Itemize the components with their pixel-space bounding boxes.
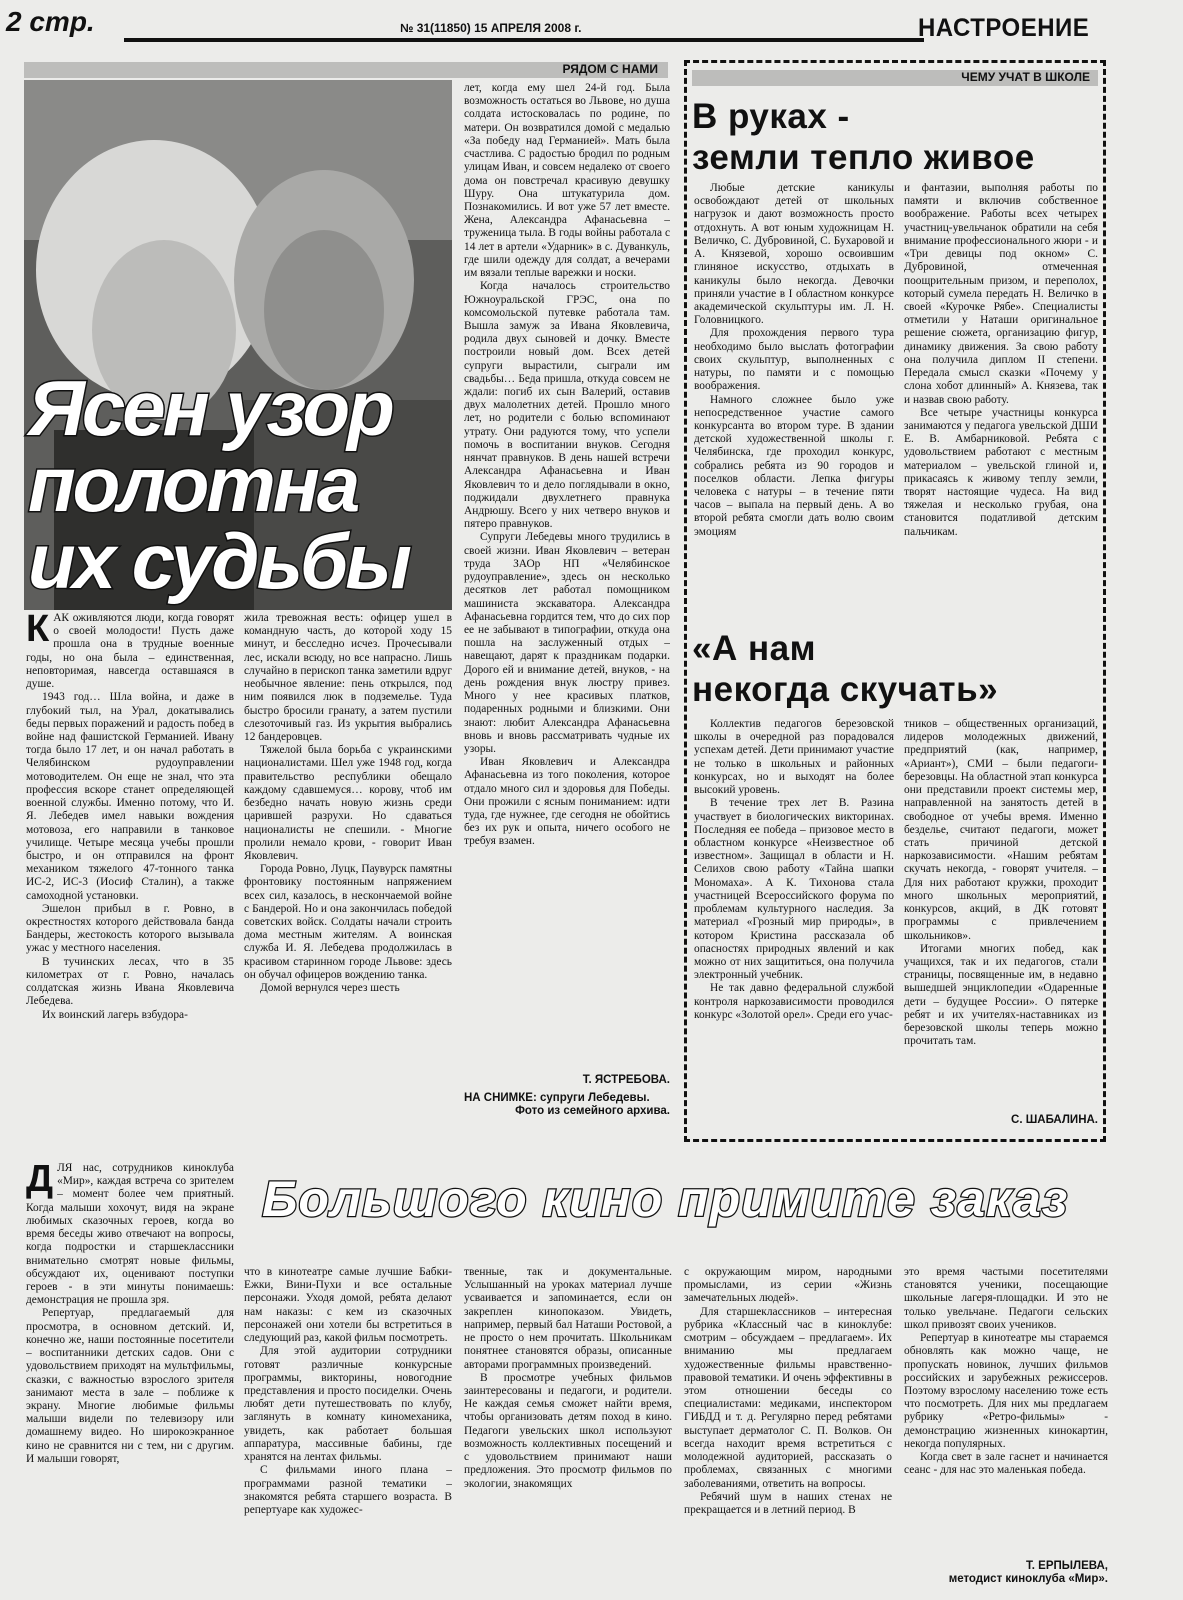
paragraph: Итогами многих побед, как учащихся, так и их педагогов, стали страницы, посвященные им, в недавно вышедшей энциклопедии «Одаренные дети – будущее России». О пятерке ребят и их учителях-наставниках из березовской школы теперь можно прочитать там.	[904, 942, 1098, 1048]
paragraph: и фантазии, выполняя работы по памяти и включив собственное воображение. Работы всех четырех участниц-увельчанок обратили на себя внимание профессионального жюри - и «Три девицы под окном» С. Дубровиной, отмеченная поощрительным призом, и переполох, который сумела передать Н. Величко в своей «Курочке Рябе». Специалисты отметили у Наташи оригинальное решение сюжета, организацию фигур, динамику движения. За свою работу она получила диплом II степени. Передала смысл сказки «Почему у слона хобот длинный» А. Князева, так и назвав свою работу.	[904, 182, 1098, 406]
paragraph: жила тревожная весть: офицер ушел в командную часть, до которой ходу 15 минут, и бесследно исчез. Прочесывали лес, искали всюду, но все напрасно. Лишь случайно в перископ танка заметили вдруг необычное явление: пень открылся, под ним появился люк в подземелье. Туда быстро бросили гранату, а затем пустили слезоточивый газ. Из укрытия выбрались 12 бандеровцев.	[244, 612, 452, 743]
rubric-label: ЧЕМУ УЧАТ В ШКОЛЕ	[961, 70, 1090, 84]
rubric-bar	[692, 70, 1098, 86]
article4-column-4	[684, 1266, 892, 1596]
article3-column-1	[694, 718, 894, 1132]
article2-column-2	[904, 182, 1098, 618]
paragraph: Репертуар, предлагаемый для просмотра, в основном детский. И, конечно же, наши постоянные посетители – воспитанники детских садов. Они с удовольствием приходят на мультфильмы, сказки, с важностью взрослого зрителя занимают места в зале – поближе к экрану. Многие любимые фильмы малыши видели по телевизору или домашнему видео. Но широкоэкранное кино не сравнится ни с тем, ни с другим. И малыши говорят,	[26, 1307, 234, 1465]
paragraph: В течение трех лет В. Разина участвует в биологических викторинах. Последняя ее победа – призовое место в областном конкурсе «Неизвестное об известном». Защищал в области и Н. Селихов свою работу «Тайна шапки Мономаха». А К. Тихонова стала участницей Всероссийского форума по проблемам культурного наследия. За материал «Грозный мир природы», в котором Кристина рассказала об опасностях природных явлений и как можно от них защититься, она получила электронный учебник.	[694, 797, 894, 982]
paragraph: ЛЯ нас, сотрудников киноклуба «Мир», каждая встреча со зрителем – момент более чем приятный. Когда малыши хохочут, видя на экране любимых сказочных героев, когда во время беседы живо отвечают на вопросы, когда подростки и старшеклассники внимательно смотрят новые фильмы, обсуждают их, оценивают поступки героев - в эти минуты понимаешь: демонстрация не прошла зря.	[26, 1162, 234, 1307]
paragraph: Города Ровно, Луцк, Паувурск памятны фронтовику постоянным напряжением всех сил, казалось, в нескончаемой войне с Бандерой. Но и она закончилась победой советских войск. Солдаты начали строить дома местным жителям. А воинская служба И. Я. Лебедева продолжилась в красивом старинном городе Львове: здесь он обучал офицеров вождению танка.	[244, 863, 452, 981]
paragraph: С фильмами иного плана – программами разной тематики – знакомятся ребята старшего возраста. В репертуаре как художес-	[244, 1464, 452, 1516]
title-line: некогда скучать»	[692, 670, 999, 710]
paragraph: Для прохождения первого тура необходимо было выслать фотографии своих скульптур, выполненных с натуры, по памяти и с помощью воображения.	[694, 327, 894, 393]
signature-name: Т. ЕРПЫЛЕВА,	[1026, 1560, 1108, 1572]
paragraph: Тяжелой была борьба с украинскими националистами. Шел уже 1948 год, когда правительство республики обещало каждому сдавшемуся… корову, чтоб им безбедно начать новую жизнь среди царившей разрухи. Но сдаваться националисты не спешили. - Многие пролили немало крови, - говорит Иван Яковлевич.	[244, 744, 452, 862]
paragraph: Коллектив педагогов березовской школы в очередной раз порадовался успехам детей. Дети принимают участие не только в школьных и районных конкурсах, но и выходят на более высокий уровень.	[694, 718, 894, 797]
paragraph: В просмотре учебных фильмов заинтересованы и педагоги, и родители. Не каждая семья сможет найти время, чтобы организовать детям поход в кино. Педагоги увельских школ используют возможность коллективных посещений и с удовольствием принимают наши предложения. Это просмотр фильмов по экологии, знакомящих	[464, 1371, 672, 1490]
paragraph: Репертуар в кинотеатре мы стараемся обновлять как можно чаще, не пропускать новинок, лучших фильмов российских и зарубежных режиссеров. Поэтому взрослому населению тоже есть что посмотреть. Для них мы предлагаем рубрику «Ретро-фильмы» - демонстрацию жизненных кинокартин, некогда популярных.	[904, 1332, 1108, 1450]
article3-title	[692, 628, 998, 711]
paragraph: твенные, так и документальные. Услышанный на уроках материал лучше усваивается и запоминается, если он закреплен кинопоказом. Увидеть, например, первый бал Наташи Ростовой, а не просто о нем прочитать. Школьникам понятнее становятся образы, описанные авторами программных произведений.	[464, 1266, 672, 1371]
paragraph: с окружающим миром, народными промыслами, из серии «Жизнь замечательных людей».	[684, 1266, 892, 1305]
photo-credit: Фото из семейного архива.	[515, 1105, 670, 1118]
article4-column-5	[904, 1266, 1108, 1552]
signature-role: методист киноклуба «Мир».	[948, 1573, 1108, 1586]
rubric-label: РЯДОМ С НАМИ	[562, 62, 658, 76]
article3-signature: С. ШАБАЛИНА.	[1011, 1114, 1098, 1126]
header-rule	[124, 38, 924, 42]
page-number: 2 стр.	[6, 6, 95, 37]
title-line: «А нам	[692, 629, 816, 668]
caption-label: НА СНИМКЕ:	[464, 1092, 537, 1104]
paragraph: это время частыми посетителями становятся ученики, посещающие школьные лагеря-площадки. И это не только увельчане. Педагоги сельских школ привозят своих учеников.	[904, 1266, 1108, 1331]
paragraph: Иван Яковлевич и Александра Афанасьевна из того поколения, которое отдало много сил и здоровья для Победы. Они прожили с ясным пониманием: идти туда, где нужнее, где сегодня не обойтись без их рук и опыта, ничего особого не требуя взамен.	[464, 756, 670, 848]
paragraph: Любые детские каникулы освобождают детей от школьных нагрузок и дают возможность просто отдохнуть. А вот юным художницам Н. Величко, С. Дубровиной, С. Бухаровой и А. Князевой, хорошо освоившим глиняное искусство, отдыхать в каникулы было некогда. Девочки приняли участие в I областном конкурсе академической скульптуры им. Л. Н. Головницкого.	[694, 182, 894, 327]
title-line: полотна	[28, 440, 358, 529]
issue-line: № 31(11850) 15 АПРЕЛЯ 2008 г.	[400, 21, 582, 35]
article4-column-1	[26, 1162, 234, 1596]
paragraph: Супруги Лебедевы много трудились в своей жизни. Иван Яковлевич – ветеран труда ЗАОр НП «Челябинское рудоуправление», здесь он несколько десятков лет работал помощником машиниста экскаватора. Александра Афанасьевна гордится тем, что до сих пор ее не забывают в типографии, откуда она пошла на заслуженный отдых – навещают, дарят к праздникам подарки. Дорого ей и внимание детей, внуков, - на день рождения внук люстру привез. Много у нее красивых платков, подаренных родными и близкими. Они знают: любит Александра Афанасьевна вновь и вновь рассматривать чудные их узоры.	[464, 531, 670, 755]
article1-column-3	[464, 82, 670, 1062]
paragraph: 1943 год… Шла война, и даже в глубокий тыл, на Урал, докатывались беды первых поражений и радость побед в войне над фашистской Германией. Ивану тогда было 17 лет, и он начал работать в Челябинском рудоуправлении мотоводителем. Он еще не знал, что эта профессия вскоре станет определяющей военной службы. Именно потому, что И. Я. Лебедев имел навыки вождения мотовоза, его направили в танковое училище. Четыре месяца учебы прошли быстро, и он отправился на фронт механиком тяжелого 47-тонного танка ИС-2, ИС-3 (Иосиф Сталин), а также самоходной установки.	[26, 691, 234, 902]
article1-column-1	[26, 612, 234, 1132]
rubric-bar	[24, 62, 668, 78]
caption-text: супруги Лебедевы.	[539, 1092, 650, 1104]
article3-column-2	[904, 718, 1098, 1110]
paragraph: Все четыре участницы конкурса занимаются у педагога увельской ДШИ Е. В. Амбарниковой. Ребята с удовольствием работают с местным материалом – увельской глиной и, прикасаясь к живому теплу земли, творят настоящие чудеса. На вид тяжелая и несколько грубая, она становится податливой детским пальчикам.	[904, 406, 1098, 538]
article4-column-2	[244, 1266, 452, 1596]
section-title: НАСТРОЕНИЕ	[918, 14, 1090, 42]
paragraph: Для этой аудитории сотрудники готовят различные конкурсные программы, викторины, новогодние представления и просто посиделки. Очень любят дети путешествовать по клубу, заглянуть в комнату киномеханика, увидеть, как работает большая аппаратура, массивные бабины, где хранятся на лентах фильмы.	[244, 1345, 452, 1464]
paragraph: Эшелон прибыл в г. Ровно, в окрестностях которого действовала банда Бандеры, жестокость которого вызывала ужас у местного населения.	[26, 902, 234, 955]
title-line: земли тепло живое	[692, 138, 1035, 178]
dropcap: Д	[26, 1162, 54, 1200]
title-line: В руках -	[692, 97, 850, 136]
paragraph: Когда свет в зале гаснет и начинается сеанс - для нас это маленькая победа.	[904, 1451, 1108, 1477]
article2-column-1	[694, 182, 894, 618]
paragraph: АК оживляются люди, когда говорят о своей молодости! Пусть даже прошла она в трудные военные годы, но она была – единственная, неповторимая, навсегда оставшаяся в душе.	[26, 612, 234, 691]
paragraph: Для старшеклассников – интересная рубрика «Классный час в киноклубе: смотрим – обсуждаем – предлагаем». Их вниманию мы предлагаем художественные фильмы нравственно-правовой тематики. И очень эффективны в этом отношении беседы со специалистами: медиками, инспектором ГИБДД и т. д. Регулярно перед ребятами выступает дерматолог С. П. Волков. Он всегда находит время встретиться с молодежной аудиторией, рассказать о проблемах, связанных с многими заболеваниями, ответить на вопросы.	[684, 1305, 892, 1490]
title-line: Ясен узор	[28, 364, 392, 452]
article4-signature	[904, 1560, 1108, 1587]
paragraph: лет, когда ему шел 24-й год. Была возможность остаться во Львове, но душа солдата истосковалась по родине, по матери. Он возвратился домой с медалью «За победу над Германией». Мать была счастлива. С радостью бродил по родным улицам Иван, и совсем недалеко от своего дома он повстречал красивую девушку Шуру. Она штукатурила дом. Познакомились. И вот уже 57 лет вместе. Жена, Александра Афанасьевна – труженица тыла. В годы войны работала с 14 лет в артели «Ударник» в с. Дуванкуль, где шили одежду для солдат, а вечерами им вязали теплые варежки и носки.	[464, 82, 670, 280]
paragraph: Ребячий шум в наших стенах не прекращается и в летний период. В	[684, 1490, 892, 1516]
paragraph: Домой вернулся через шесть	[260, 982, 400, 995]
dropcap: К	[26, 612, 50, 650]
paragraph: Их воинский лагерь взбудора-	[42, 1008, 188, 1021]
article1-signature: Т. ЯСТРЕБОВА.	[582, 1074, 670, 1086]
article4-column-3	[464, 1266, 672, 1596]
paragraph: Намного сложнее было уже непосредственное участие самого конкурсанта во втором туре. В здании детской художественной школы г. Челябинска, где проходил конкурс, собрались ребята из 90 городов и поселков области. Лепка фигуры человека с натуры – в течение пяти часов – выпала на первый день. А во второй ребята смогли дать волю своим эмоциям	[694, 393, 894, 538]
photo-caption	[464, 1092, 670, 1119]
paragraph: Не так давно федеральной службой контроля наркозависимости проводился конкурс «Золотой орел». Среди его учас-	[694, 982, 894, 1021]
article2-title	[692, 96, 1035, 179]
paragraph: В тучинских лесах, что в 35 километрах от г. Ровно, началась солдатская жизнь Ивана Яковлевича Лебедева.	[26, 955, 234, 1008]
article1-column-2	[244, 612, 452, 1132]
title-line: их судьбы	[28, 516, 409, 605]
article1-title	[28, 364, 409, 605]
paragraph: Когда началось строительство Южноуральской ГРЭС, она по комсомольской путевке работала там. Вышла замуж за Ивана Яковлевича, родила двух сыновей и дочку. Вместе построили новый дом. Всех детей супруги вырастили, сыграли им свадьбы… Беда пришла, откуда совсем не ждали: погиб их сын Валерий, оставив двух малолетних детей. Прошло много лет, но родители с болью вспоминают утрату. Они радуются тому, что успели помочь в воспитании внуков. Сегодня нянчат правнуков. В день нашей встречи Александра Афанасьевна и Иван Яковлевич то и дело поглядывали в окно, поджидали двухлетнего правнука Андрюшу. Всего у них четверо внуков и пятеро правнуков.	[464, 280, 670, 531]
paragraph: тников – общественных организаций, лидеров молодежных движений, предприятий (как, например, «Ариант»), СМИ – были педагоги-березовцы. На областной этап конкурса они представили проект системы мер, направленной на занятость детей в свободное от учебы время. Именно безделье, считают педагоги, может стать причиной детской наркозависимости. «Нашим ребятам скучать некогда, - говорят учителя. – Для них работают кружки, проходит много школьных мероприятий, конкурсов, акций, в ДК готовят программы с привлечением школьников».	[904, 718, 1098, 942]
paragraph: что в кинотеатре самые лучшие Бабки-Ежки, Вини-Пухи и все остальные персонажи. Уходя домой, ребята делают нам наказы: с кем из сказочных персонажей они хотели бы встретиться в следующий раз, какой фильм посмотреть.	[244, 1266, 452, 1345]
article4-title: Большого кино примите заказ	[262, 1171, 1069, 1227]
